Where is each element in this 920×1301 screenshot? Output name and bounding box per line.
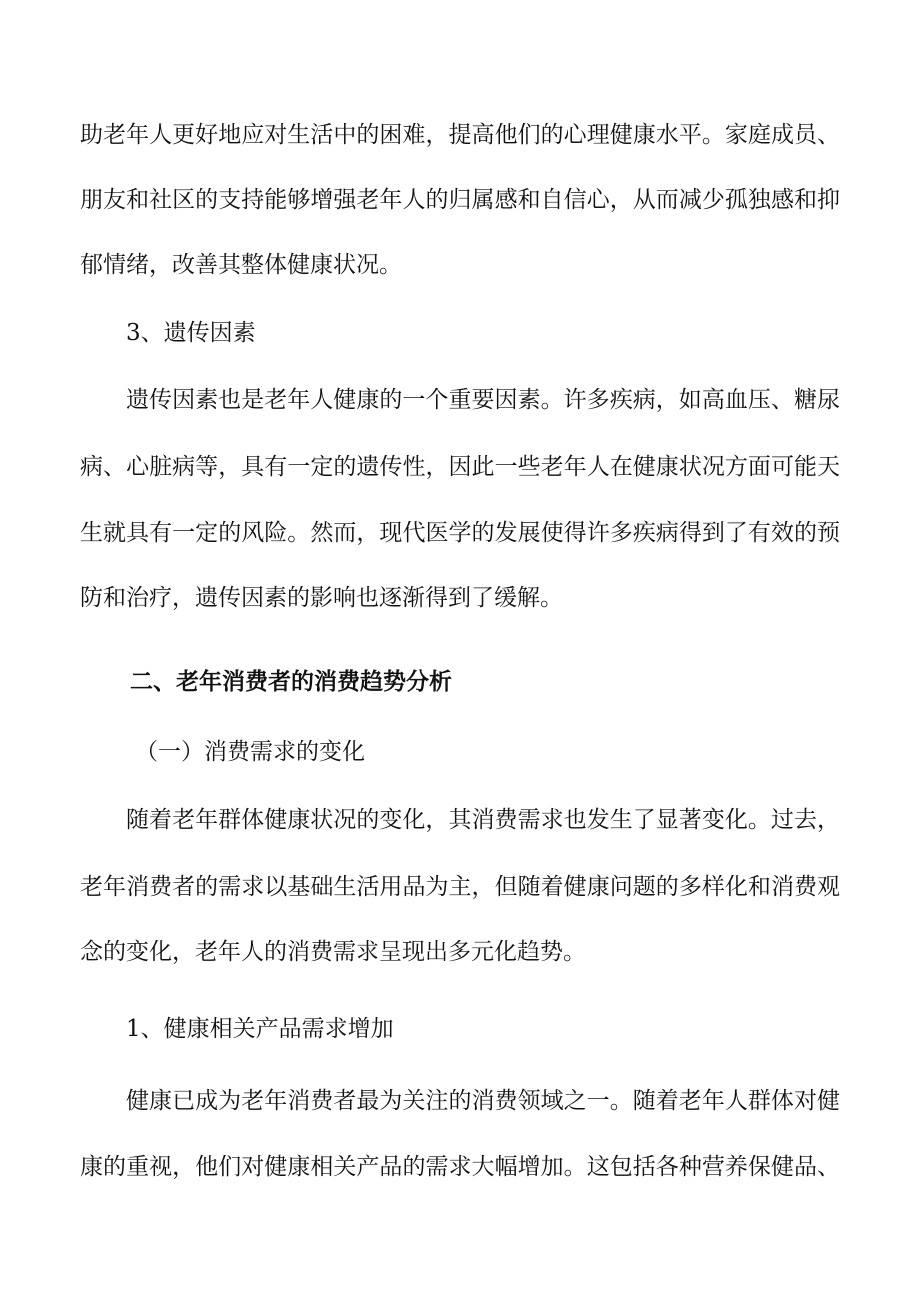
paragraph-line: 朋友和社区的支持能够增强老年人的归属感和自信心，从而减少孤独感和抑 (80, 187, 840, 213)
paragraph-line: 郁情绪，改善其整体健康状况。 (80, 252, 402, 278)
paragraph-line: 康的重视，他们对健康相关产品的需求大幅增加。这包括各种营养保健品、 (80, 1154, 840, 1180)
paragraph-line: 防和治疗，遗传因素的影响也逐渐得到了缓解。 (80, 585, 563, 611)
paragraph-line: 老年消费者的需求以基础生活用品为主，但随着健康问题的多样化和消费观 (80, 874, 840, 900)
paragraph-line: 病、心脏病等，具有一定的遗传性，因此一些老年人在健康状况方面可能天 (80, 454, 840, 480)
paragraph-line: 健康已成为老年消费者最为关注的消费领域之一。随着老年人群体对健 (126, 1088, 840, 1114)
paragraph-line: 随着老年群体健康状况的变化，其消费需求也发生了显著变化。过去， (126, 807, 840, 833)
subsection-heading-health-products: 1、健康相关产品需求增加 (126, 1016, 394, 1042)
paragraph-line: 遗传因素也是老年人健康的一个重要因素。许多疾病，如高血压、糖尿 (126, 387, 840, 413)
section-title: 二、老年消费者的消费趋势分析 (130, 668, 452, 695)
subsection-title: （一）消费需求的变化 (135, 739, 365, 765)
paragraph-line: 生就具有一定的风险。然而，现代医学的发展使得许多疾病得到了有效的预 (80, 520, 840, 546)
section-heading-genetic: 3、遗传因素 (126, 320, 256, 346)
paragraph-line: 念的变化，老年人的消费需求呈现出多元化趋势。 (80, 939, 586, 965)
paragraph-line: 助老年人更好地应对生活中的困难，提高他们的心理健康水平。家庭成员、 (80, 122, 840, 148)
